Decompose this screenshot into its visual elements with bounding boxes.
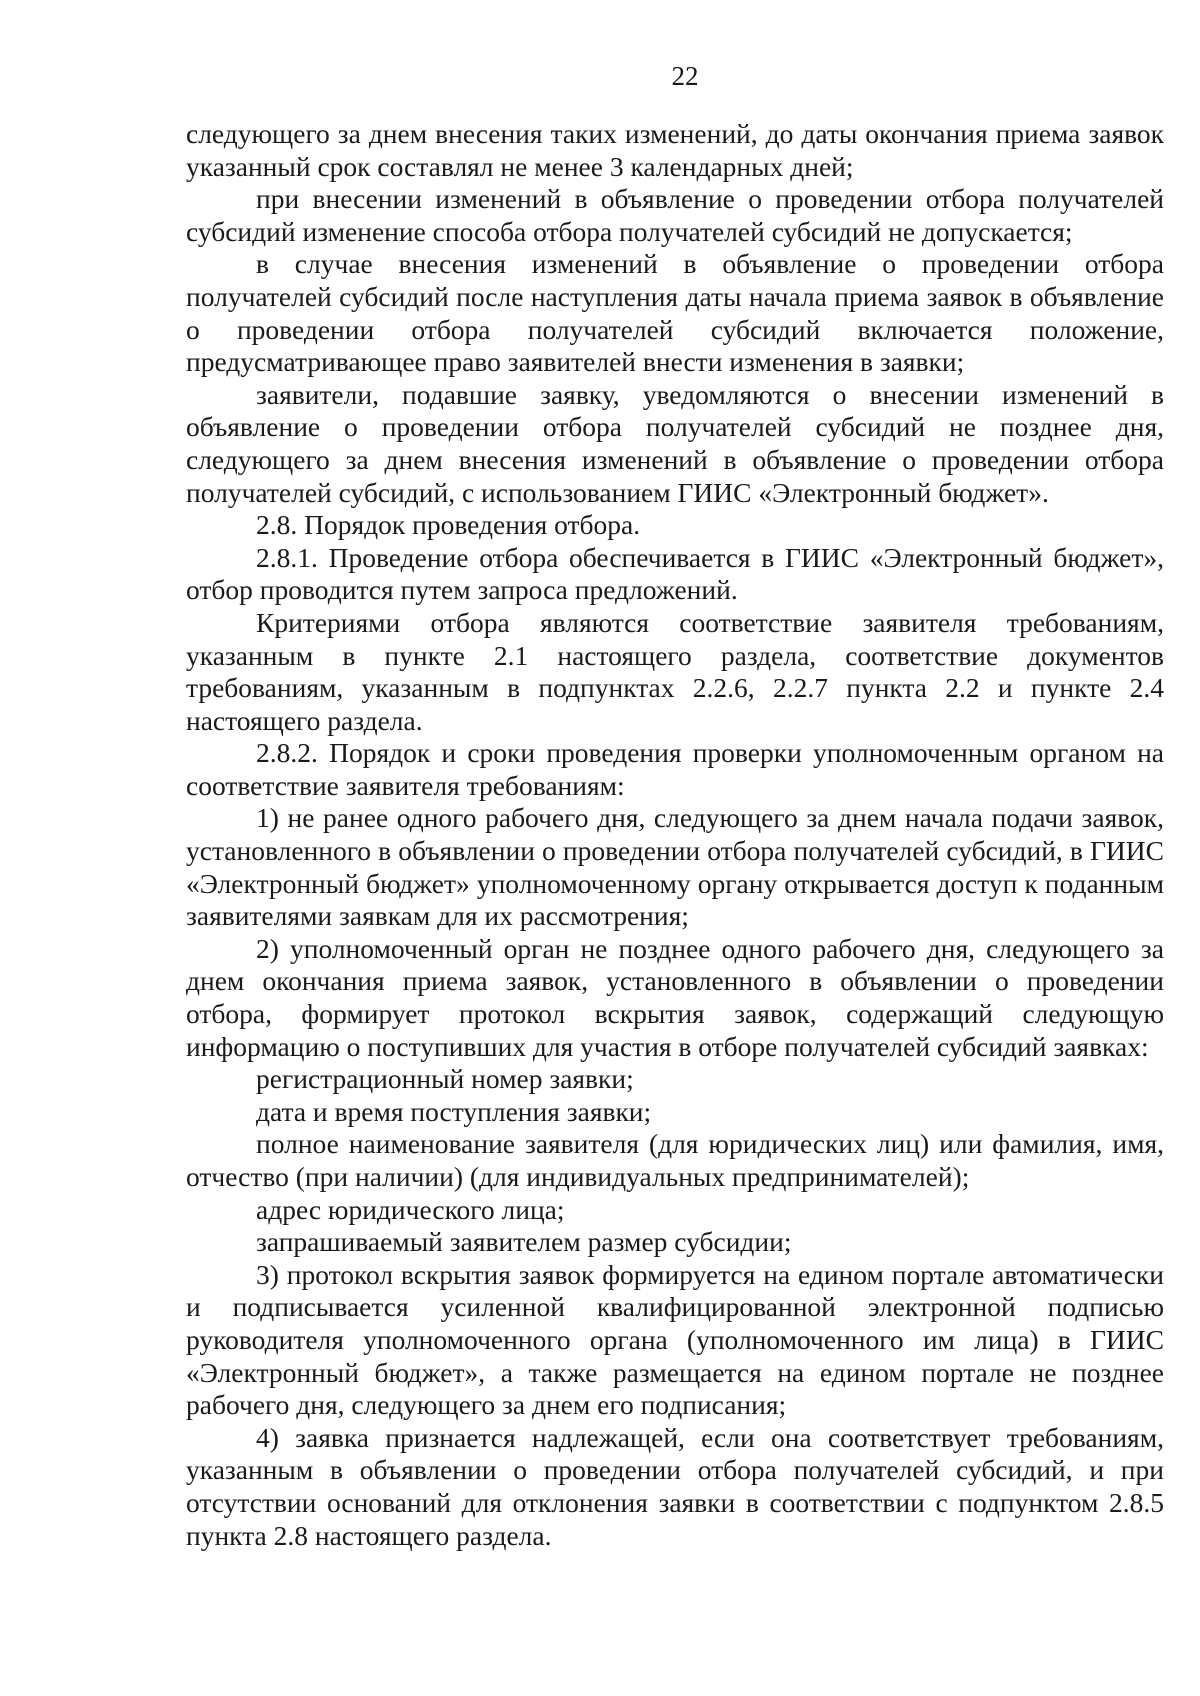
list-item-1: 1) не ранее одного рабочего дня, следующего за днем начала подачи заявок, установленного в объявлении о проведении отбора получателей субсидий, в ГИИС «Электронный бюджет» уполномоченному органу открывается доступ к поданным заявителями заявкам для их рассмотрения; bbox=[186, 802, 1164, 932]
sub-item-address: адрес юридического лица; bbox=[256, 1193, 565, 1225]
paragraph-2-8-1: 2.8.1. Проведение отбора обеспечивается в ГИИС «Электронный бюджет», отбор проводится путем запроса предложений. bbox=[186, 541, 1164, 606]
paragraph-2-8-2: 2.8.2. Порядок и сроки проведения проверки уполномоченным органом на соответствие заявителя требованиям: bbox=[186, 737, 1164, 801]
paragraph-method-change: при внесении изменений в объявление о проведении отбора получателей субсидий изменение способа отбора получателей субсидий не допускается; bbox=[186, 183, 1164, 247]
sub-item-date-time: дата и время поступления заявки; bbox=[256, 1095, 652, 1127]
paragraph-continuation: следующего за днем внесения таких изменений, до даты окончания приема заявок указанный срок составлял не менее 3 календарных дней; bbox=[186, 118, 1164, 182]
list-item-2: 2) уполномоченный орган не позднее одного рабочего дня, следующего за днем окончания приема заявок, установленного в объявлении о проведении отбора, формирует протокол вскрытия заявок, содержащий следующую информацию о поступивших для участия в отборе получателей субсидий заявках: bbox=[186, 932, 1164, 1062]
list-item-3: 3) протокол вскрытия заявок формируется на едином портале автоматически и подписывается усиленной квалифицированной электронной подписью руководителя уполномоченного органа (уполномоченного им лица) в ГИИС «Электронный бюджет», а также размещается на едином портале не позднее рабочего дня, следующего за днем его подписания; bbox=[186, 1258, 1164, 1421]
paragraph-changes-after-start: в случае внесения изменений в объявление о проведении отбора получателей субсидий после наступления даты начала приема заявок в объявление о проведении отбора получателей субсидий включается положение, предусматривающее право заявителей внести изменения в заявки; bbox=[186, 248, 1164, 378]
paragraph-criteria: Критериями отбора являются соответствие заявителя требованиям, указанным в пункте 2.1 настоящего раздела, соответствие документов требованиям, указанным в подпунктах 2.2.6, 2.2.7 пункта 2.2 и пункте 2.4 настоящего раздела. bbox=[186, 606, 1164, 736]
sub-item-applicant-name: полное наименование заявителя (для юридических лиц) или фамилия, имя, отчество (при наличии) (для индивидуальных предпринимателей); bbox=[186, 1128, 1164, 1192]
page-number: 22 bbox=[671, 61, 699, 91]
paragraph-applicants-notified: заявители, подавшие заявку, уведомляются о внесении изменений в объявление о проведении отбора получателей субсидий не позднее дня, следующего за днем внесения изменений в объявление о проведении отбора получателей субсидий, с использованием ГИИС «Электронный бюджет». bbox=[186, 378, 1164, 508]
list-item-4: 4) заявка признается надлежащей, если она соответствует требованиям, указанным в объявлении о проведении отбора получателей субсидий, и при отсутствии оснований для отклонения заявки в соответствии с подпунктом 2.8.5 пункта 2.8 настоящего раздела. bbox=[186, 1421, 1164, 1551]
sub-item-registration-number: регистрационный номер заявки; bbox=[256, 1063, 634, 1095]
sub-item-subsidy-amount: запрашиваемый заявителем размер субсидии; bbox=[256, 1226, 792, 1258]
paragraph-heading-2-8: 2.8. Порядок проведения отбора. bbox=[256, 509, 641, 541]
document-body bbox=[186, 118, 1164, 1552]
